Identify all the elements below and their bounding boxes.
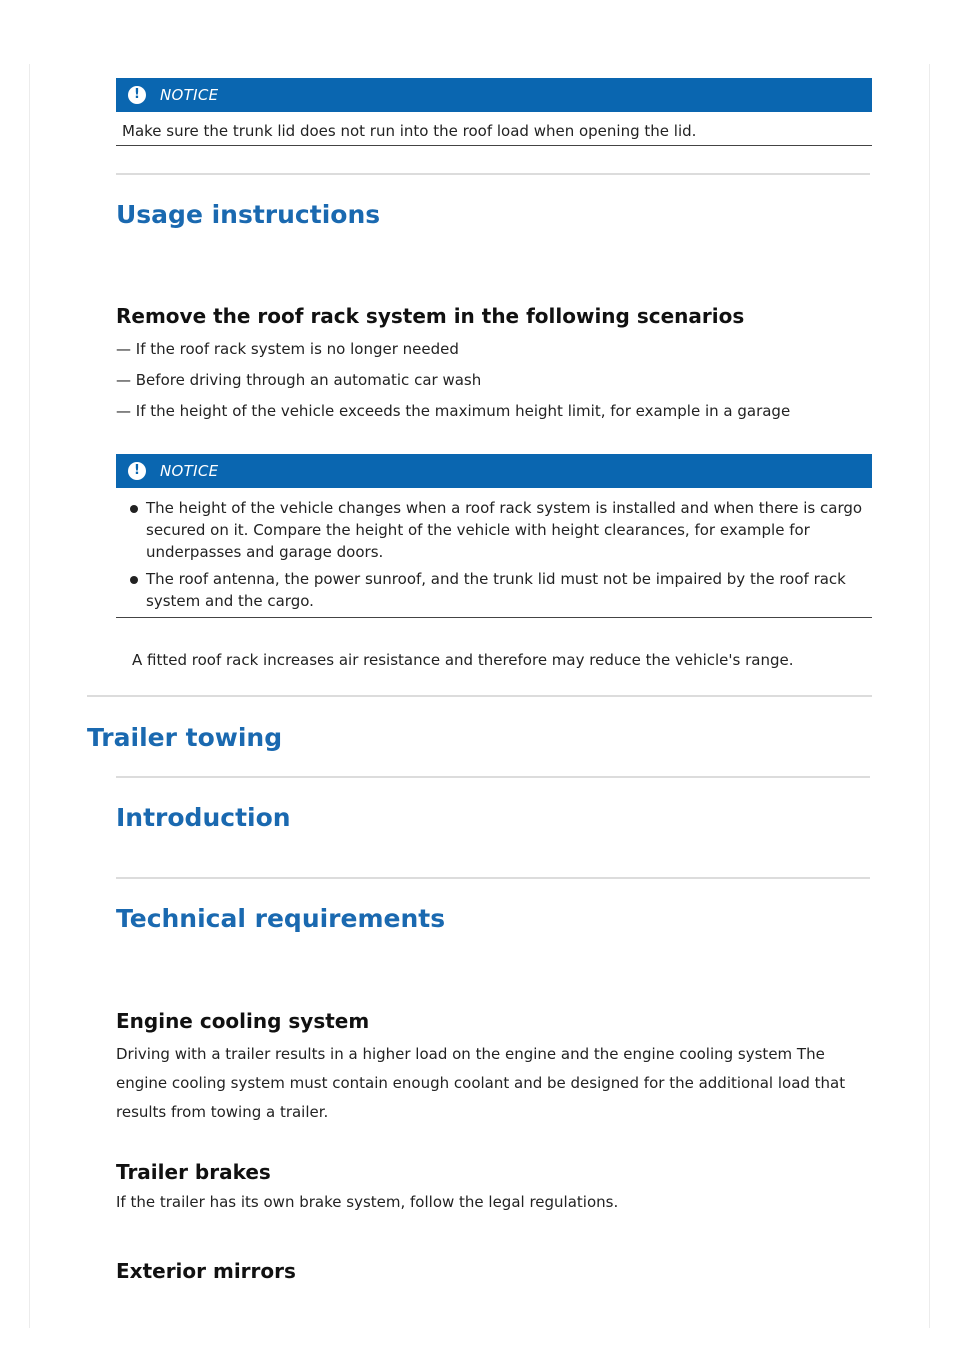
- notice-text: Make sure the trunk lid does not run into the roof load when opening the lid.: [122, 122, 697, 140]
- section-divider: [116, 173, 870, 175]
- list-item: — If the height of the vehicle exceeds the maximum height limit, for example in a garage: [116, 402, 791, 420]
- trailer-towing-heading: Trailer towing: [87, 723, 283, 752]
- bullet-icon: [130, 576, 138, 584]
- trailer-brakes-text: If the trailer has its own brake system, follow the legal regulations.: [116, 1193, 619, 1211]
- list-item: The roof antenna, the power sunroof, and the trunk lid must not be impaired by the roof rack system and the cargo.: [128, 568, 873, 612]
- range-note: A fitted roof rack increases air resistance and therefore may reduce the vehicle's range.: [132, 651, 794, 669]
- engine-cooling-heading: Engine cooling system: [116, 1009, 370, 1033]
- notice-banner: [116, 454, 872, 488]
- trailer-brakes-heading: Trailer brakes: [116, 1160, 271, 1184]
- exterior-mirrors-heading: Exterior mirrors: [116, 1259, 296, 1283]
- section-divider: [116, 877, 870, 879]
- notice-divider: [116, 617, 872, 618]
- notice-label: NOTICE: [160, 86, 219, 104]
- section-divider: [87, 695, 872, 697]
- usage-instructions-heading: Usage instructions: [116, 200, 381, 229]
- bullet-icon: [130, 505, 138, 513]
- section-divider: [116, 776, 870, 778]
- exclamation-icon: !: [128, 462, 146, 480]
- technical-requirements-heading: Technical requirements: [116, 904, 446, 933]
- page-margin-left: [29, 64, 30, 1328]
- notice-divider: [116, 145, 872, 146]
- notice-banner: [116, 78, 872, 112]
- list-item: The height of the vehicle changes when a roof rack system is installed and when there is cargo secured on it. Compare the height of the vehicle with height clearances, for example for underpasses and garage doors.: [128, 497, 873, 563]
- notice-bullet-list: [128, 497, 873, 617]
- remove-roof-rack-heading: Remove the roof rack system in the following scenarios: [116, 304, 745, 328]
- introduction-heading: Introduction: [116, 803, 291, 832]
- engine-cooling-text: Driving with a trailer results in a higher load on the engine and the engine cooling system The engine cooling system must contain enough coolant and be designed for the additional load that results from towing a trailer.: [116, 1045, 846, 1121]
- exclamation-icon: !: [128, 86, 146, 104]
- notice-label: NOTICE: [160, 462, 219, 480]
- list-item: — Before driving through an automatic car wash: [116, 371, 482, 389]
- page-margin-right: [929, 64, 930, 1328]
- list-item: — If the roof rack system is no longer needed: [116, 340, 459, 358]
